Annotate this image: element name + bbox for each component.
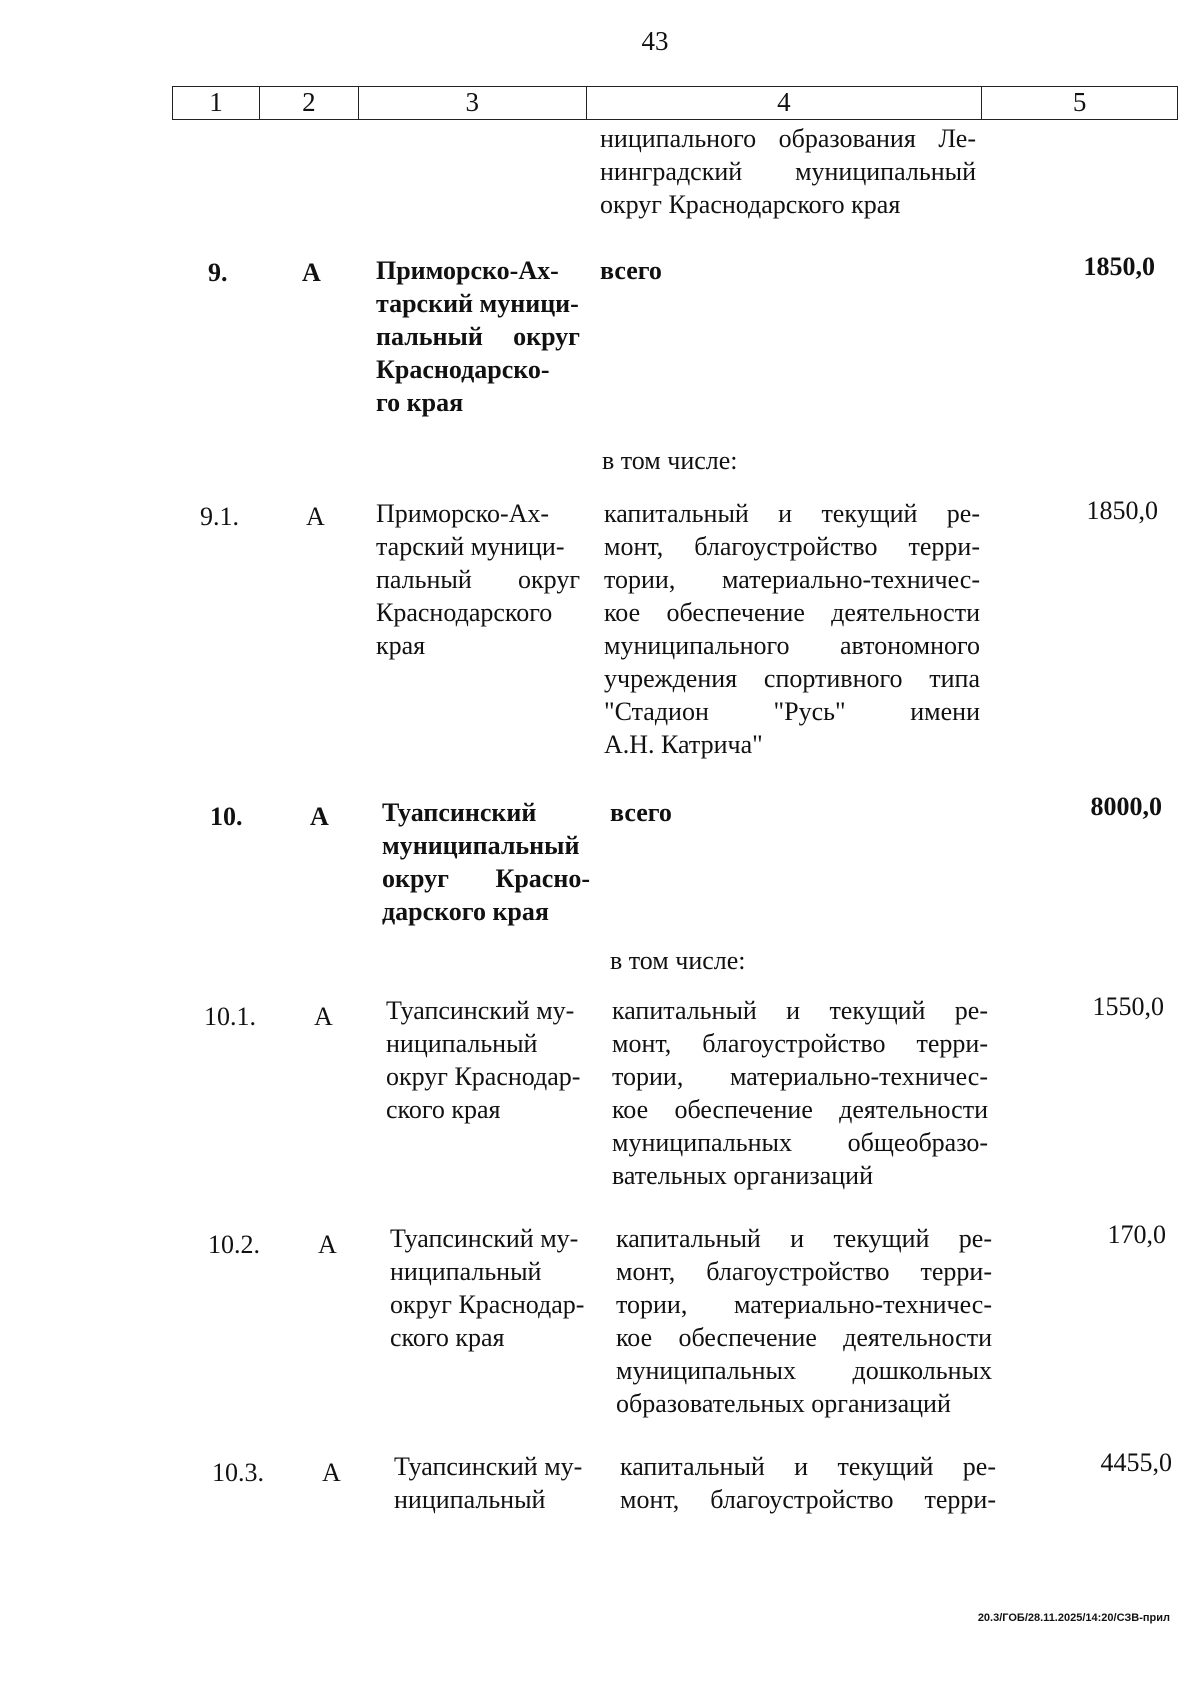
text-line: учреждения спортивного типа	[604, 664, 980, 693]
row-letter: А	[306, 502, 325, 531]
text-line: кое обеспечение деятельности	[616, 1323, 992, 1352]
section-description: всего	[600, 256, 662, 285]
text-line: ниципального образования Ле-	[600, 124, 976, 153]
text-line: монт, благоустройство терри-	[616, 1257, 992, 1286]
text-line: ского края	[386, 1095, 501, 1124]
text-line: "Стадион "Русь" имени	[604, 697, 980, 726]
section-amount: 8000,0	[1090, 792, 1162, 821]
text-line: тарский муници-	[376, 532, 565, 561]
table-header-cell: 1	[173, 87, 260, 119]
text-line: ниципальный	[386, 1029, 538, 1058]
text-line: округ Краснодар-	[390, 1290, 585, 1319]
row-amount: 1550,0	[1092, 992, 1164, 1021]
text-line: кое обеспечение деятельности	[604, 598, 980, 627]
text-line: Туапсинский му-	[386, 996, 575, 1025]
row-amount: 4455,0	[1100, 1448, 1172, 1477]
text-line: ского края	[390, 1323, 505, 1352]
row-number: 9.1.	[200, 502, 239, 531]
continuation-text	[600, 122, 976, 221]
row-name	[390, 1222, 594, 1354]
row-number: 10.2.	[208, 1230, 260, 1259]
section-name	[376, 254, 580, 419]
row-name	[386, 994, 590, 1126]
row-amount: 1850,0	[1086, 496, 1158, 525]
text-line: Туапсинский	[382, 798, 537, 827]
row-name	[394, 1450, 598, 1516]
section-description: всего	[610, 798, 672, 827]
text-line: муниципальных общеобразо-	[612, 1128, 988, 1157]
text-line: тории, материально-техничес-	[612, 1062, 988, 1091]
text-line: края	[376, 631, 426, 660]
text-line: Приморско-Ах-	[376, 256, 559, 285]
text-line: пальный округ	[376, 322, 580, 351]
text-line: Туапсинский му-	[390, 1224, 579, 1253]
text-line: Краснодарского	[376, 598, 553, 627]
table-header-cell: 5	[1072, 87, 1087, 117]
section-subtitle: в том числе:	[610, 946, 746, 975]
section-subtitle: в том числе:	[602, 446, 738, 475]
text-line: Туапсинский му-	[394, 1452, 583, 1481]
row-letter: А	[314, 1002, 333, 1031]
text-line: округ Краснодар-	[386, 1062, 581, 1091]
row-number: 10.1.	[204, 1002, 256, 1031]
text-line: Приморско-Ах-	[376, 499, 550, 528]
text-line: ниципальный	[390, 1257, 542, 1286]
text-line: ниципальный	[394, 1485, 546, 1514]
section-letter: А	[310, 802, 329, 831]
text-line: муниципальный	[382, 831, 580, 860]
text-line: Краснодарско-	[376, 355, 550, 384]
text-line: монт, благоустройство терри-	[604, 532, 980, 561]
text-line: го края	[376, 388, 464, 417]
section-number: 10.	[210, 802, 243, 831]
text-line: монт, благоустройство терри-	[620, 1485, 996, 1514]
text-line: вательных организаций	[612, 1161, 874, 1190]
section-letter: А	[302, 258, 321, 287]
table-header-row	[172, 86, 1178, 120]
text-line: пальный округ	[376, 565, 580, 594]
text-line: образовательных организаций	[616, 1389, 951, 1418]
row-name	[376, 497, 580, 662]
text-line: капитальный и текущий ре-	[616, 1224, 992, 1253]
section-name	[382, 796, 590, 928]
text-line: муниципального автономного	[604, 631, 980, 660]
text-line: тории, материально-техничес-	[616, 1290, 992, 1319]
section-amount: 1850,0	[1083, 252, 1155, 281]
text-line: капитальный и текущий ре-	[620, 1452, 996, 1481]
row-letter: А	[322, 1458, 341, 1487]
text-line: нинградский муниципальный	[600, 157, 976, 186]
section-number: 9.	[208, 258, 228, 287]
row-amount: 170,0	[1107, 1220, 1166, 1249]
text-line: муниципальных дошкольных	[616, 1356, 992, 1385]
page-number: 43	[641, 26, 669, 56]
text-line: капитальный и текущий ре-	[612, 996, 988, 1025]
text-line: тарский муници-	[376, 289, 579, 318]
row-letter: А	[318, 1230, 337, 1259]
text-line: округ Красно-	[382, 864, 590, 893]
table-header-cell: 4	[587, 87, 983, 119]
text-line: тории, материально-техничес-	[604, 565, 980, 594]
text-line: монт, благоустройство терри-	[612, 1029, 988, 1058]
text-line: А.Н. Катрича"	[604, 730, 763, 759]
row-description	[612, 994, 988, 1192]
table-header-cell: 2	[260, 87, 359, 119]
row-description	[620, 1450, 996, 1516]
row-number: 10.3.	[212, 1458, 264, 1487]
row-description	[604, 497, 980, 761]
text-line: округ Краснодарского края	[600, 190, 901, 219]
table-header-cell: 3	[359, 87, 587, 119]
text-line: капитальный и текущий ре-	[604, 499, 980, 528]
document-footer-code: 20.3/ГОБ/28.11.2025/14:20/СЗВ-прил	[977, 1612, 1170, 1624]
text-line: дарского края	[382, 897, 549, 926]
text-line: кое обеспечение деятельности	[612, 1095, 988, 1124]
row-description	[616, 1222, 992, 1420]
